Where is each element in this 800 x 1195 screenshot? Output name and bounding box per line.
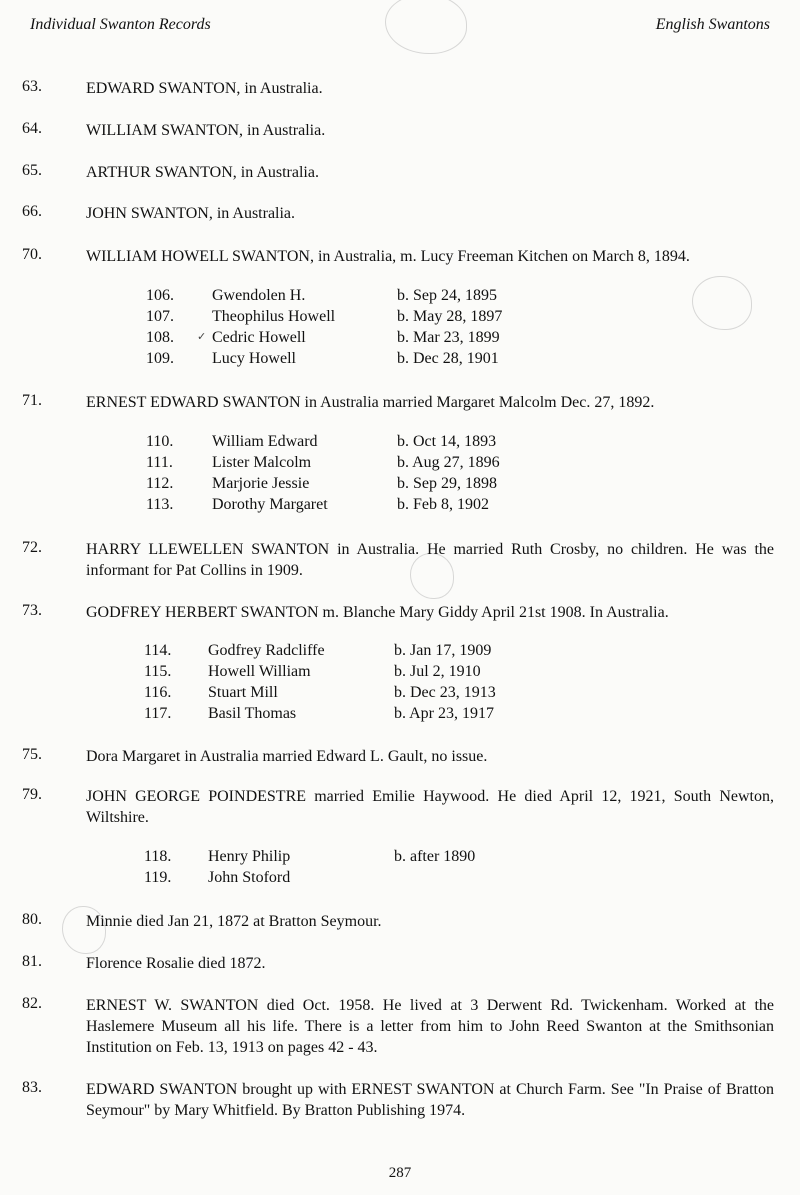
child-number: 117. [144, 705, 172, 722]
child-row [0, 663, 800, 684]
child-row [0, 869, 800, 890]
child-number: 108. [146, 329, 174, 346]
record-text: GODFREY HERBERT SWANTON m. Blanche Mary Giddy April 21st 1908. In Australia. [86, 604, 669, 621]
child-birth: b. Sep 24, 1895 [397, 287, 497, 304]
child-number: 106. [146, 287, 174, 304]
child-name: Dorothy Margaret [212, 496, 328, 513]
record-number: 75. [22, 746, 42, 763]
pencil-tick-mark: ✓ [197, 331, 207, 343]
record-number: 66. [22, 203, 42, 220]
child-name: Basil Thomas [208, 705, 297, 722]
child-row [0, 848, 800, 869]
child-number: 107. [146, 308, 174, 325]
running-header-right: English Swantons [655, 16, 770, 33]
record-text: Florence Rosalie died 1872. [86, 955, 266, 972]
child-name: Marjorie Jessie [212, 475, 310, 492]
child-birth: b. Mar 23, 1899 [397, 329, 500, 346]
child-row [0, 496, 800, 517]
record-number: 81. [22, 953, 42, 970]
record-number: 83. [22, 1079, 42, 1096]
child-birth: b. May 28, 1897 [397, 308, 503, 325]
record-number: 64. [22, 120, 42, 137]
child-row [0, 475, 800, 496]
record-text: ERNEST EDWARD SWANTON in Australia married Margaret Malcolm Dec. 27, 1892. [86, 394, 655, 411]
child-number: 116. [144, 684, 172, 701]
child-number: 115. [144, 663, 172, 680]
child-name: Lucy Howell [212, 350, 296, 367]
child-row [0, 287, 800, 308]
child-name: Henry Philip [208, 848, 291, 865]
child-row [0, 329, 800, 350]
scan-smudge [385, 0, 467, 54]
record-number: 70. [22, 246, 42, 263]
record-text: EDWARD SWANTON brought up with ERNEST SWANTON at Church Farm. See "In Praise of Bratton Seymour" by Mary Whitfield. By Bratton Publishing 1974. [86, 1081, 774, 1119]
child-name: Theophilus Howell [212, 308, 336, 325]
child-name: Gwendolen H. [212, 287, 306, 304]
child-name: William Edward [212, 433, 318, 450]
page-number: 287 [388, 1165, 412, 1181]
record-text: HARRY LLEWELLEN SWANTON in Australia. He married Ruth Crosby, no children. He was the informant for Pat Collins in 1909. [86, 541, 774, 579]
child-number: 118. [144, 848, 172, 865]
child-birth: b. Dec 23, 1913 [394, 684, 496, 701]
child-birth: b. after 1890 [394, 848, 476, 865]
record-number: 79. [22, 786, 42, 803]
child-number: 113. [146, 496, 174, 513]
record-text: EDWARD SWANTON, in Australia. [86, 80, 323, 97]
record-number: 65. [22, 162, 42, 179]
child-row [0, 684, 800, 705]
record-number: 73. [22, 602, 42, 619]
record-text: WILLIAM HOWELL SWANTON, in Australia, m. Lucy Freeman Kitchen on March 8, 1894. [86, 248, 690, 265]
child-birth: b. Jan 17, 1909 [394, 642, 492, 659]
child-row [0, 642, 800, 663]
record-text: Minnie died Jan 21, 1872 at Bratton Seymour. [86, 913, 382, 930]
child-birth: b. Jul 2, 1910 [394, 663, 481, 680]
record-text: Dora Margaret in Australia married Edward L. Gault, no issue. [86, 748, 488, 765]
child-row [0, 705, 800, 726]
child-number: 110. [146, 433, 174, 450]
child-row [0, 308, 800, 329]
child-birth: b. Apr 23, 1917 [394, 705, 494, 722]
child-row [0, 454, 800, 475]
child-number: 109. [146, 350, 174, 367]
record-number: 82. [22, 995, 42, 1012]
child-row [0, 350, 800, 371]
child-name: Godfrey Radcliffe [208, 642, 325, 659]
record-text: JOHN SWANTON, in Australia. [86, 205, 296, 222]
child-name: Howell William [208, 663, 311, 680]
child-number: 114. [144, 642, 172, 659]
child-birth: b. Aug 27, 1896 [397, 454, 500, 471]
record-text: ARTHUR SWANTON, in Australia. [86, 164, 319, 181]
child-number: 119. [144, 869, 172, 886]
child-birth: b. Feb 8, 1902 [397, 496, 489, 513]
child-number: 111. [146, 454, 173, 471]
child-name: John Stoford [208, 869, 291, 886]
record-number: 80. [22, 911, 42, 928]
child-number: 112. [146, 475, 174, 492]
record-number: 63. [22, 78, 42, 95]
record-number: 72. [22, 539, 42, 556]
child-birth: b. Oct 14, 1893 [397, 433, 497, 450]
record-text: JOHN GEORGE POINDESTRE married Emilie Haywood. He died April 12, 1921, South Newton, Wiltshire. [86, 788, 774, 826]
child-row [0, 433, 800, 454]
child-birth: b. Sep 29, 1898 [397, 475, 497, 492]
running-header-left: Individual Swanton Records [30, 16, 211, 33]
child-name: Lister Malcolm [212, 454, 312, 471]
record-text: WILLIAM SWANTON, in Australia. [86, 122, 326, 139]
child-name: Stuart Mill [208, 684, 278, 701]
child-name: Cedric Howell [212, 329, 306, 346]
child-birth: b. Dec 28, 1901 [397, 350, 499, 367]
record-text: ERNEST W. SWANTON died Oct. 1958. He lived at 3 Derwent Rd. Twickenham. Worked at the Haslemere Museum all his life. There is a letter from him to John Reed Swanton at the Smithsonian Institution on Feb. 13, 1913 on pages 42 - 43. [86, 997, 774, 1056]
record-number: 71. [22, 392, 42, 409]
